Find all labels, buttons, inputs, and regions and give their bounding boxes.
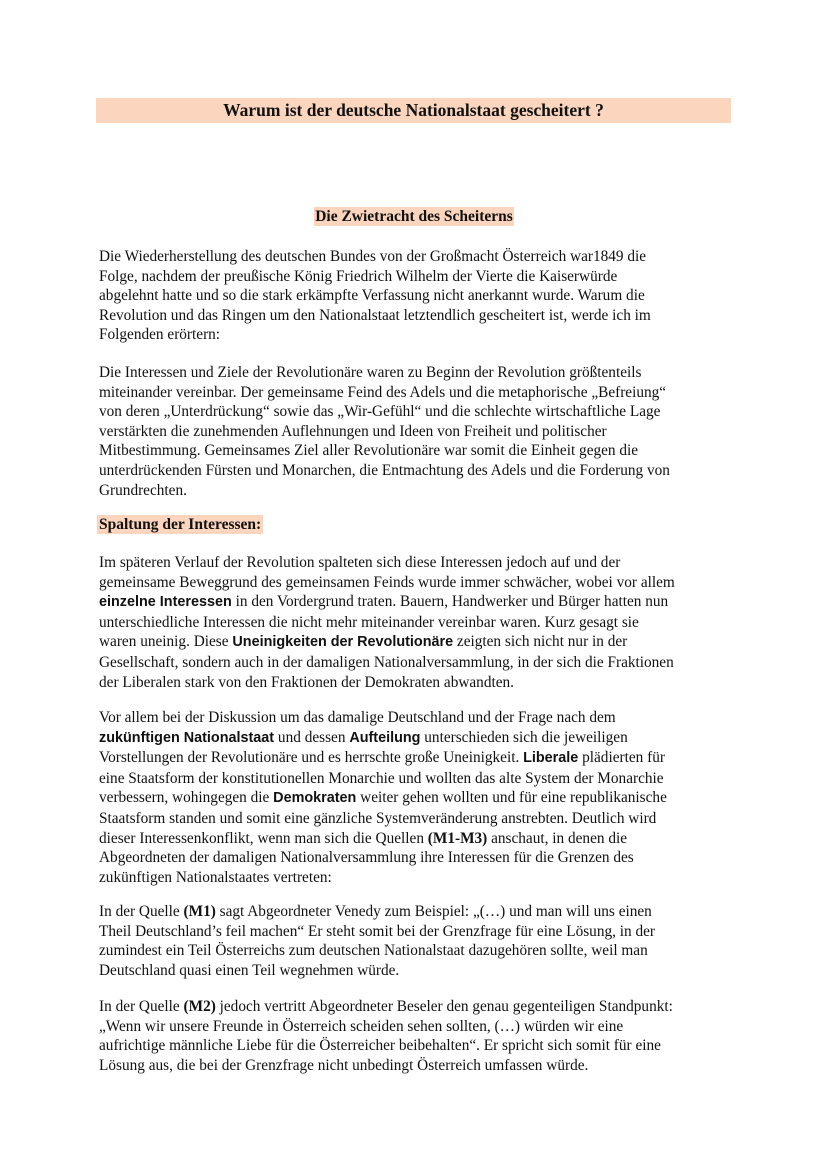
text-segment: zeigten sich nicht nur in der — [453, 633, 628, 651]
text-line: Vor allem bei der Diskussion um das damalige Deutschland und der Frage nach dem — [99, 709, 616, 726]
text-line: Folgenden erörtern: — [99, 326, 221, 344]
text-line: zumindest ein Teil Österreichs zum deutschen Nationalstaat dazugehören sollte, weil man — [99, 942, 648, 960]
text-line: Im späteren Verlauf der Revolution spalteten sich diese Interessen jedoch auf und der — [99, 554, 621, 571]
text-line: zukünftigen Nationalstaates vertreten: — [99, 868, 332, 886]
text-segment: Vorstellungen der Revolutionäre und es herrschte große Uneinigkeit. — [99, 749, 524, 767]
text-line — [99, 728, 739, 749]
text-line — [99, 829, 739, 849]
emphasis-text: Demokraten — [273, 790, 357, 807]
text-segment: in den Vordergrund traten. Bauern, Handwerker und Bürger hatten nun — [231, 593, 669, 611]
paragraph-split-interests — [99, 553, 739, 692]
text-line: unterdrückenden Fürsten und Monarchen, die Entmachtung des Adels und die Forderung von — [99, 461, 670, 479]
text-line: Folge, nachdem der preußische König Friedrich Wilhelm der Vierte die Kaiserwürde — [99, 267, 618, 285]
text-line: Deutschland quasi einen Teil wegnehmen würde. — [99, 961, 400, 979]
text-segment: sagt Abgeordneter Venedy zum Beispiel: „(…) und man will uns einen — [215, 903, 652, 920]
text-line: von deren „Unterdrückung“ sowie das „Wir-Gefühl“ und die schlechte wirtschaftliche Lage — [99, 403, 661, 421]
text-line — [99, 997, 739, 1017]
source-reference: (M2) — [183, 998, 216, 1015]
source-reference: (M1-M3) — [427, 829, 488, 847]
text-line: miteinander vereinbar. Der gemeinsame Feind des Adels und die metaphorische „Befreiung“ — [99, 383, 667, 401]
text-line — [99, 748, 739, 769]
text-line: unterschiedliche Interessen die nicht mehr miteinander vereinbar waren. Kurz gesagt sie — [99, 613, 639, 631]
source-reference: (M1) — [183, 903, 216, 920]
text-line: abgelehnt hatte und so die stark erkämpfte Verfassung nicht anerkannt wurde. Warum die — [99, 287, 645, 305]
text-line: Theil Deutschland’s feil machen“ Er steht somit bei der Grenzfrage für eine Lösung, in der — [99, 922, 656, 940]
emphasis-text: einzelne Interessen — [99, 594, 232, 611]
text-segment: In der Quelle — [99, 903, 184, 920]
text-segment: waren uneinig. Diese — [99, 633, 233, 651]
text-line: Staatsform standen und somit eine gänzliche Systemveränderung anstrebten. Deutlich wird — [99, 809, 657, 827]
text-line: gemeinsame Beweggrund des gemeinsamen Feinds wurde immer schwächer, wobei vor allem — [99, 573, 675, 591]
text-segment: jedoch vertritt Abgeordneter Beseler den genau gegenteiligen Standpunkt: — [215, 998, 673, 1015]
text-line — [99, 632, 739, 653]
text-line: der Liberalen stark von den Fraktionen der Demokraten abwandten. — [99, 673, 514, 691]
text-line — [99, 592, 739, 613]
emphasis-text: Liberale — [523, 750, 579, 767]
section-title — [0, 205, 828, 229]
text-line: eine Staatsform der konstitutionellen Monarchie und wollten das alte System der Monarchie — [99, 769, 664, 787]
text-line: Mitbestimmung. Gemeinsames Ziel aller Revolutionäre war somit die Einheit gegen die — [99, 442, 639, 460]
text-line: Die Wiederherstellung des deutschen Bundes von der Großmacht Österreich war1849 die — [99, 248, 647, 265]
text-segment: verbessern, wohingegen die — [99, 789, 274, 807]
paragraph-source-m2 — [99, 997, 739, 1075]
text-line: Revolution und das Ringen um den Nationalstaat letztendlich gescheitert ist, werde ich im — [99, 306, 651, 324]
text-segment: weiter gehen wollten und für eine republikanische — [356, 789, 667, 807]
text-line: Grundrechten. — [99, 481, 187, 499]
text-segment: dieser Interessenkonflikt, wenn man sich die Quellen — [99, 829, 428, 847]
text-segment: In der Quelle — [99, 998, 184, 1015]
paragraph-nation-state — [99, 708, 739, 887]
emphasis-text: Uneinigkeiten der Revolutionäre — [232, 634, 454, 651]
text-segment: anschaut, in denen die — [487, 829, 628, 847]
paragraph-source-m1 — [99, 902, 739, 980]
text-line: Lösung aus, die bei der Grenzfrage nicht unbedingt Österreich umfassen würde. — [99, 1056, 589, 1074]
text-line: verstärkten die zunehmenden Auflehnungen und Ideen von Freiheit und politischer — [99, 422, 607, 440]
title-banner — [96, 98, 731, 123]
section-title-text: Die Zwietracht des Scheiterns — [315, 208, 513, 225]
text-segment: unterschieden sich die jeweiligen — [420, 728, 628, 746]
paragraph-common-goals — [99, 363, 739, 500]
text-line: Abgeordneten der damaligen Nationalversammlung ihre Interessen für die Grenzen des — [99, 849, 634, 867]
document-title: Warum ist der deutsche Nationalstaat gescheitert ? — [223, 100, 604, 120]
text-line: Die Interessen und Ziele der Revolutionäre waren zu Beginn der Revolution größtenteils — [99, 364, 642, 381]
emphasis-text: zukünftigen Nationalstaat — [99, 729, 275, 746]
subheading-text: Spaltung der Interessen: — [99, 516, 262, 533]
text-line — [99, 902, 739, 922]
paragraph-intro — [99, 247, 739, 345]
text-line — [99, 788, 739, 809]
text-line: „Wenn wir unsere Freunde in Österreich scheiden sehen sollten, (…) würden wir eine — [99, 1017, 624, 1035]
text-segment: und dessen — [274, 728, 350, 746]
text-segment: plädierten für — [578, 749, 665, 767]
text-line: aufrichtige männliche Liebe für die Österreicher beibehalten“. Er spricht sich somit für eine — [99, 1037, 661, 1055]
subheading — [97, 514, 263, 536]
emphasis-text: Aufteilung — [349, 729, 421, 746]
text-line: Gesellschaft, sondern auch in der damaligen Nationalversammlung, in der sich die Fraktionen — [99, 653, 674, 671]
